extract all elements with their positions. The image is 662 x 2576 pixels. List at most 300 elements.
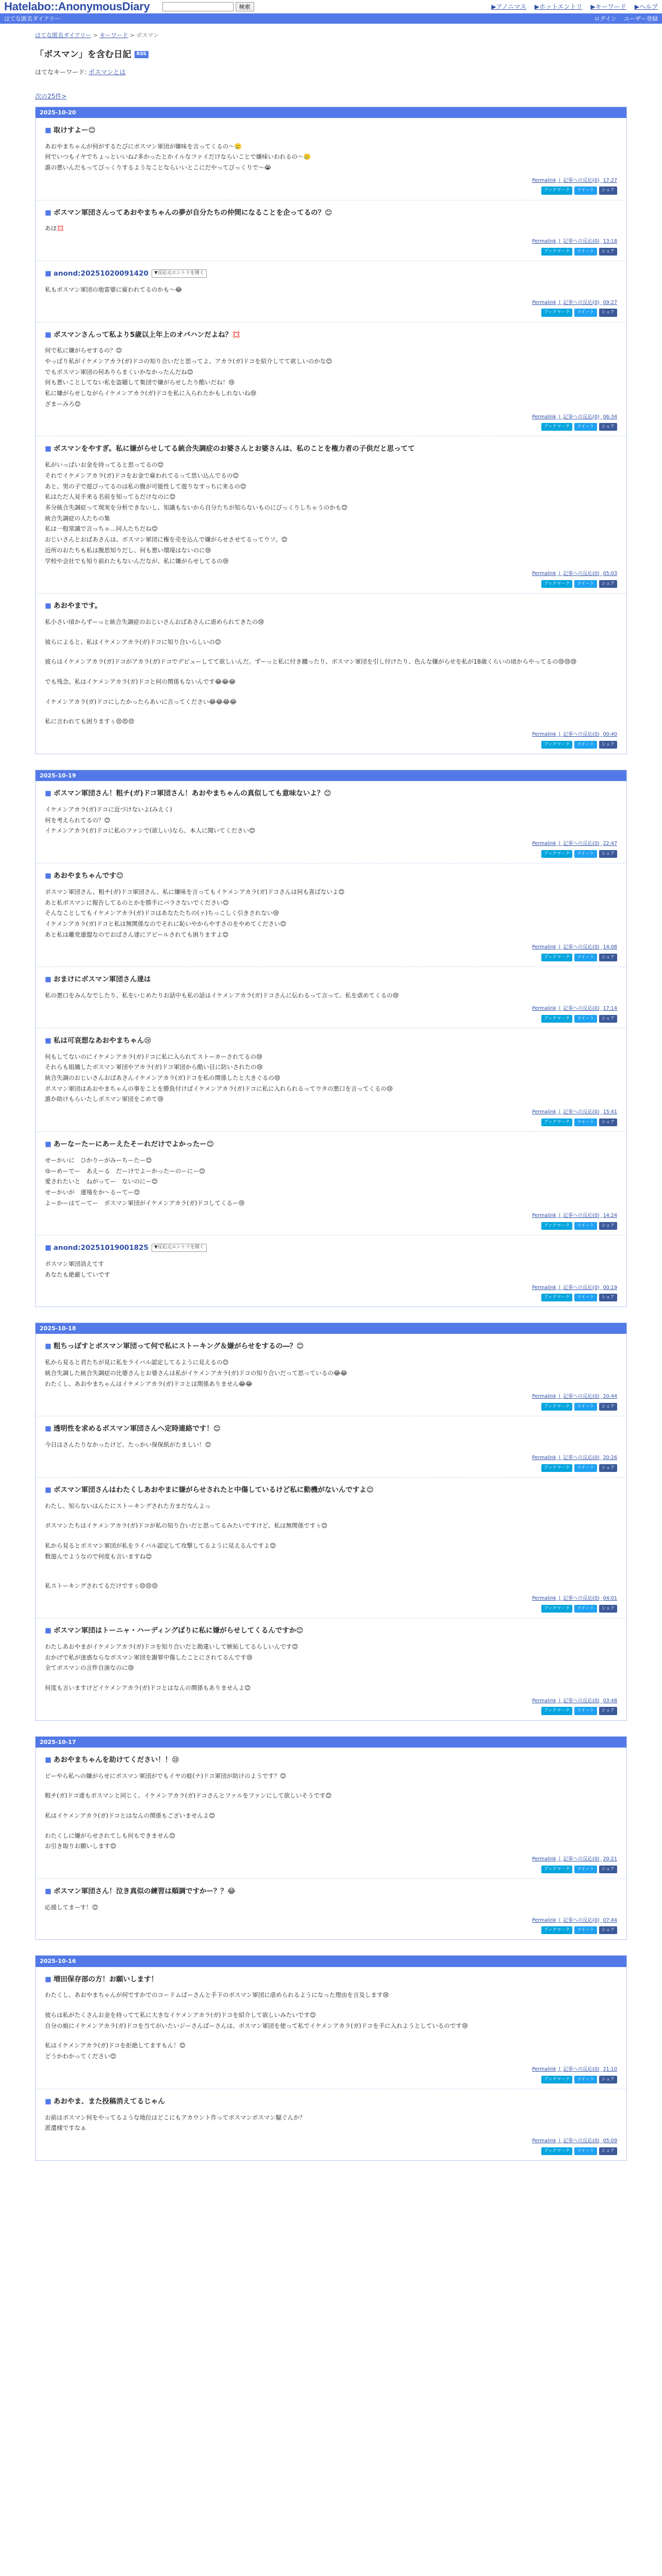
bookmark-button[interactable]: ブックマーク	[541, 741, 572, 749]
tweet-button[interactable]: ツイート	[574, 1222, 597, 1230]
facebook-share-button[interactable]: シェア	[599, 1118, 617, 1126]
share-row	[45, 1464, 617, 1472]
day-date: 2025-10-16	[36, 1956, 626, 1967]
sep-text	[601, 1698, 602, 1704]
entry-title[interactable]	[45, 788, 617, 799]
bookmark-button[interactable]: ブックマーク	[541, 1926, 572, 1934]
facebook-share-button[interactable]: シェア	[599, 1464, 617, 1472]
bookmark-button[interactable]: ブックマーク	[541, 1118, 572, 1126]
permalink-link[interactable]: Permalink	[532, 299, 556, 306]
entry-marker-icon: ■	[45, 269, 52, 278]
bookmark-button[interactable]: ブックマーク	[541, 248, 572, 256]
top-links	[491, 2, 658, 12]
entry-body-line: あと、男の子で遊びってるのは私の腹が可能性して遊りなすっちに来るの😊	[45, 482, 246, 490]
entry-body-line: せーかいに ひかりーがみーちーたー😊	[45, 1156, 152, 1164]
tweet-button[interactable]: ツイート	[574, 580, 597, 588]
entry-body-line: ゆーめーでー あえーる だーけでよーかったーのーにー😊	[45, 1167, 205, 1175]
top-link-hotentry[interactable]: ▶ホットエントリ	[534, 3, 583, 10]
blank-line	[45, 1801, 617, 1810]
entry-body-line: 彼らは私がたくさんお金を持ってて私に大きなイケメンアカラ(ガ)ドコを紹介して欲しいみたいです😊	[45, 2011, 316, 2019]
entry-title-text[interactable]: あおやま、また投稿消えてるじゃん	[53, 2097, 165, 2106]
entry-footer	[45, 1005, 617, 1013]
bookmark-button[interactable]: ブックマーク	[541, 1866, 572, 1873]
entry-title[interactable]	[45, 1625, 617, 1636]
sep-text: |	[557, 732, 562, 738]
entry-title[interactable]	[45, 1423, 617, 1434]
entry-body-line: ボスマン軍団消えてす	[45, 1260, 104, 1268]
facebook-share-button[interactable]: シェア	[599, 1015, 617, 1023]
reactions-link[interactable]: 記事への反応(0)	[563, 1005, 600, 1011]
bookmark-button[interactable]: ブックマーク	[541, 954, 572, 961]
reactions-link[interactable]: 記事への反応(0)	[563, 1213, 600, 1219]
blank-line	[45, 1821, 617, 1831]
entry-time: 20:26	[603, 1454, 617, 1461]
permalink-link[interactable]: Permalink	[532, 944, 556, 951]
share-row	[45, 187, 617, 194]
top-link-help[interactable]: ▶ヘルプ	[634, 3, 658, 10]
entry	[36, 1478, 626, 1618]
entry-body-line: 私の悪口をみんなでしたり、私をいじめたりお話中も私の話はイケメンアカラ(ガ)ドコさんに伝わるって言って、私を虐めてくるの😢	[45, 992, 399, 999]
entry-body-line: あと私は離党連盟なのでおばさん達にアピールされても困りますよ😊	[45, 930, 229, 938]
entry-body-line: それらも組織したボスマン軍団やアカラ(ガ)ドコ軍団から酷い目に防いされたの😢	[45, 1063, 263, 1071]
sep-text	[601, 2138, 602, 2144]
entry	[36, 967, 626, 1028]
entry-body-line: せーかいが 運場をか〜るーてー😊	[45, 1188, 140, 1196]
tweet-button[interactable]: ツイート	[574, 2147, 597, 2155]
entry-body-line: 粗チ(ガ)ドコ達もボスマンと同じく、イケメンアカラ(ガ)ドコさんとファルをファンにして欲しいそうです😊	[45, 1792, 332, 1800]
entry-title-text[interactable]: anond:20251019001825	[53, 1244, 148, 1252]
entry-title[interactable]	[45, 330, 617, 341]
reactions-link[interactable]: 記事への反応(0)	[563, 571, 600, 577]
entry-time: 14:08	[603, 944, 617, 951]
facebook-share-button[interactable]: シェア	[599, 2076, 617, 2083]
entry-body-line: イケメンアカラ(ガ)ドコに近づけないよ(みえく)	[45, 806, 172, 814]
sep-text: |	[557, 414, 562, 420]
tweet-button[interactable]: ツイート	[574, 1118, 597, 1126]
sep-text	[601, 841, 602, 846]
entry-time: 21:10	[603, 2066, 617, 2072]
entry-footer	[45, 1393, 617, 1401]
page-title-text: 「ボスマン」を含む日記	[35, 49, 131, 60]
entry-body-line: 応援してまーす！😊	[45, 1903, 98, 1911]
entry-body-line: 愛されたいと ねがってー ないのにー😊	[45, 1178, 158, 1185]
page-title	[35, 48, 627, 61]
reactions-link[interactable]: 記事への反応(0)	[563, 1596, 600, 1602]
reactions-link[interactable]: 記事への反応(0)	[563, 1698, 600, 1704]
entry-body-line: おじいさんとおばあさんは、ボスマン軍団に権を売を込んで嫌がらせさせてるってウソ。😊	[45, 536, 288, 544]
bookmark-button[interactable]: ブックマーク	[541, 187, 572, 194]
day-section	[35, 770, 627, 1307]
entry-footer	[45, 1856, 617, 1863]
entry-body-line: あと私ボスマンに報告してるのとかを勝手にバラさないでください😊	[45, 899, 229, 906]
entry-body-line: 何でいつもイヤでちょっといいね♪多かったとかイルなファイだけならいことで嫌味いわれるの〜🥲	[45, 153, 311, 161]
bookmark-button[interactable]: ブックマーク	[541, 1707, 572, 1715]
entry	[36, 323, 626, 437]
entry-body-line: 数遊んでようなので何度も言いますね😊	[45, 1552, 152, 1560]
entry-body-line: ピーやら私への嫌がらせにボスマン軍団がでもイヤの蛙(ナ)ドコ軍団が助けのようです？😊	[45, 1772, 286, 1780]
entry-marker-icon: ■	[45, 1036, 52, 1045]
tweet-button[interactable]: ツイート	[574, 248, 597, 256]
facebook-share-button[interactable]: シェア	[599, 248, 617, 256]
bookmark-button[interactable]: ブックマーク	[541, 2147, 572, 2155]
entry-time: 03:48	[603, 1698, 617, 1704]
bookmark-button[interactable]: ブックマーク	[541, 580, 572, 588]
entry	[36, 781, 626, 863]
bookmark-button[interactable]: ブックマーク	[541, 850, 572, 858]
entry-title-text[interactable]: 私は可哀想なあおやまちゃん😢	[53, 1036, 152, 1045]
keyword-link[interactable]: ボスマンとは	[88, 69, 126, 76]
entry-title[interactable]	[45, 1243, 617, 1253]
entry	[36, 200, 626, 262]
tweet-button[interactable]: ツイート	[574, 1866, 597, 1873]
share-row	[45, 2147, 617, 2155]
entry-footer	[45, 2138, 617, 2145]
site-header	[0, 0, 662, 14]
entry-body-line: 近所のおたちも私は腹思知りだし、何も悪い環境はないのに😢	[45, 546, 211, 554]
entry-title[interactable]	[45, 444, 617, 454]
tweet-button[interactable]: ツイート	[574, 1926, 597, 1934]
entry-body-line: ボスマン軍団さん、粗チ(ガ)ドコ軍団さん、私に嫌味を言ってもイケメンアカラ(ガ)ドコさんは何も喜ばないよ😊	[45, 888, 345, 895]
entry-title-text[interactable]: ボスマンさんって私より5歳以上年上のオバハンだよね？💢	[53, 330, 241, 339]
entry-body-line: 私に嫌がらせしながらイケメンアカラ(ガ)ドコを私に入られたかもしれないね😢	[45, 389, 257, 397]
top-link-anonymous[interactable]: ▶アノニマス	[491, 3, 526, 10]
permalink-link[interactable]: Permalink	[532, 177, 556, 183]
facebook-share-button[interactable]: シェア	[599, 1866, 617, 1873]
entry-title-text[interactable]: 粗ちっぽすとボスマン軍団って何で私にストーキング＆嫌がらせをするの―？😊	[53, 1342, 304, 1351]
facebook-share-button[interactable]: シェア	[599, 1294, 617, 1301]
entry-body-line: お前はボスマン何をやってるような地位はどこにもアカウント作ってボスマンボスマン騒ぐんか？	[45, 2113, 306, 2121]
bookmark-button[interactable]: ブックマーク	[541, 1464, 572, 1472]
breadcrumb	[35, 31, 627, 40]
facebook-share-button[interactable]: シェア	[599, 850, 617, 858]
permalink-link[interactable]: Permalink	[532, 2138, 556, 2144]
entry-title-text[interactable]: ボスマンをやすぎ。私に嫌がらせしてる統合失調症のお婆さんとお婆さんは、私のことを権力者の子供だと思ってて	[53, 445, 415, 453]
reactions-link[interactable]: 記事への反応(0)	[563, 177, 600, 183]
entry-footer	[45, 840, 617, 848]
day-list	[35, 107, 627, 2161]
entry-title-text[interactable]: ボスマン軍団さん！粗チ(ガ)ドコ軍団さん！あおやまちゃんの真似しても意味ないよ？😊	[53, 789, 332, 798]
entry-marker-icon: ■	[45, 2097, 52, 2106]
permalink-link[interactable]: Permalink	[532, 1917, 556, 1923]
share-row	[45, 1926, 617, 1934]
bookmark-button[interactable]: ブックマーク	[541, 423, 572, 431]
share-row	[45, 741, 617, 749]
permalink-link[interactable]: Permalink	[532, 1454, 556, 1461]
entry-body-line: 誰の悪いんだもってびっくりするようなことならいいとこにだやってびっくりで〜😭	[45, 163, 271, 171]
blank-line	[45, 647, 617, 656]
signup-link[interactable]: ユーザー登録	[624, 15, 658, 23]
breadcrumb-sep: >	[128, 32, 137, 39]
entry-title[interactable]	[45, 974, 617, 985]
reactions-link[interactable]: 記事への反応(0)	[563, 239, 600, 245]
permalink-link[interactable]: Permalink	[532, 1394, 556, 1400]
entry	[36, 436, 626, 594]
permalink-link[interactable]: Permalink	[532, 1109, 556, 1115]
facebook-share-button[interactable]: シェア	[599, 1403, 617, 1411]
permalink-link[interactable]: Permalink	[532, 239, 556, 245]
reactions-link[interactable]: 記事への反応(0)	[563, 944, 600, 951]
entry-title[interactable]	[45, 1886, 617, 1897]
reactions-link[interactable]: 記事への反応(0)	[563, 2066, 600, 2072]
entry-title[interactable]	[45, 1485, 617, 1496]
entry-body-line: イケメンアカラ(ガ)ドコに私のファンで(欲しい)なら、本人に聞いてください😊	[45, 827, 255, 835]
facebook-share-button[interactable]: シェア	[599, 1707, 617, 1715]
sep-text: |	[557, 177, 562, 183]
reactions-link[interactable]: 記事への反応(0)	[563, 2138, 600, 2144]
bookmark-button[interactable]: ブックマーク	[541, 1605, 572, 1613]
entry-body-line: ボスマンたちはイケメンアカラ(ガ)ドコが私の知り合いだと思ってるみたいですけど、私は無関係ですぅ😊	[45, 1522, 328, 1530]
entry-footer	[45, 1212, 617, 1220]
permalink-link[interactable]: Permalink	[532, 1856, 556, 1862]
entry	[36, 1879, 626, 1940]
entry-body-line: 私もボスマン軍団の地雷婆に雇われてるのかも〜😂	[45, 285, 183, 293]
reactions-link[interactable]: 記事への反応(0)	[563, 414, 600, 420]
permalink-link[interactable]: Permalink	[532, 414, 556, 420]
entry-footer	[45, 1109, 617, 1116]
search-button[interactable]: 検索	[236, 2, 254, 11]
entry-title[interactable]	[45, 208, 617, 218]
tweet-button[interactable]: ツイート	[574, 741, 597, 749]
subbar-title[interactable]: はてな匿名ダイアリー	[4, 15, 61, 23]
share-row	[45, 2076, 617, 2083]
blank-line	[45, 1511, 617, 1520]
entry-footer	[45, 2066, 617, 2074]
entry-body-line: あなたも絶厳していです	[45, 1270, 110, 1278]
entry-body-line: 何で私に嫌がらせするの？😊	[45, 347, 122, 354]
tweet-button[interactable]: ツイート	[574, 1015, 597, 1023]
blank-line	[45, 707, 617, 716]
entry-footer	[45, 1454, 617, 1462]
bookmark-button[interactable]: ブックマーク	[541, 309, 572, 316]
entry-title-text[interactable]: 増田保存部の方！お願いします！	[53, 1975, 158, 1984]
facebook-share-button[interactable]: シェア	[599, 954, 617, 961]
bookmark-button[interactable]: ブックマーク	[541, 1015, 572, 1023]
trackback-tree-button[interactable]: ▼反応元エントリを開く	[152, 1244, 207, 1252]
entry-time: 09:27	[603, 299, 617, 306]
day-section	[35, 1955, 627, 2160]
sep-text: |	[557, 1109, 562, 1115]
entry-title[interactable]	[45, 1341, 617, 1352]
entry-title-text[interactable]: ボスマン軍団さんはわたくしあおやまに嫌がらせされたと中傷しているけど私に動機がないんですよ😊	[53, 1485, 374, 1494]
entry-body-line: お引き取りお願いします😊	[45, 1842, 117, 1850]
facebook-share-button[interactable]: シェア	[599, 2147, 617, 2155]
entry-title-text[interactable]: ボスマン軍団さん！泣き真似の練習は順調ですかー？？😂	[53, 1887, 236, 1895]
entry-body-line: 自分の娘にイケメンアカラ(ガ)ドコを当てがいたいジーさんばーさんは、ボスマン軍団を使って私でイケメンアカラ(ガ)ドコを手に入れようとしているのです😢	[45, 2022, 468, 2029]
sep-text: |	[557, 1005, 562, 1011]
entry-marker-icon: ■	[45, 330, 52, 339]
reactions-link[interactable]: 記事への反応(0)	[563, 1284, 600, 1291]
share-row	[45, 580, 617, 588]
sep-text	[601, 414, 602, 420]
reactions-link[interactable]: 記事への反応(0)	[563, 1394, 600, 1400]
entry-body-line: イケメンアカラ(ガ)ドコにしたかったらあいに言ってください😂😂😂😂	[45, 698, 237, 705]
entry	[36, 2089, 626, 2160]
tweet-button[interactable]: ツイート	[574, 187, 597, 194]
entry-body-line: やっぱり私がイケメンアカラ(ガ)ドコの知り合いだと思ってよ、アカラ(ガ)ドコを紹介してて欲しいのかな😊	[45, 358, 333, 365]
permalink-link[interactable]: Permalink	[532, 1698, 556, 1704]
facebook-share-button[interactable]: シェア	[599, 423, 617, 431]
entry-title-text[interactable]: あおやまです。	[53, 602, 102, 611]
entry-title[interactable]	[45, 1036, 617, 1046]
tweet-button[interactable]: ツイート	[574, 954, 597, 961]
entry-title-text[interactable]: おまけにボスマン軍団さん達は	[53, 975, 151, 984]
facebook-share-button[interactable]: シェア	[599, 741, 617, 749]
entry-title-text[interactable]: anond:20251020091420	[53, 269, 148, 278]
entry	[36, 1132, 626, 1235]
entry-footer	[45, 1284, 617, 1292]
top-link-keyword[interactable]: ▶キーワード	[590, 3, 626, 10]
entry-body-line: 統合失調のおじいさんおばあさんイケメンアカラ(ガ)ドコを私の関係したと大きぐるの😢	[45, 1074, 280, 1082]
entry	[36, 1334, 626, 1416]
bookmark-button[interactable]: ブックマーク	[541, 2076, 572, 2083]
entry	[36, 118, 626, 200]
reactions-link[interactable]: 記事への反応(0)	[563, 1109, 600, 1115]
entry-title[interactable]	[45, 1755, 617, 1766]
entry-title[interactable]	[45, 2096, 617, 2107]
rss-icon[interactable]: RSS	[135, 51, 149, 58]
facebook-share-button[interactable]: シェア	[599, 1222, 617, 1230]
entry-title-text[interactable]: あーなーたーにあーえたそーれだけでよかったー😊	[53, 1140, 214, 1148]
entry-body-line: あほ💢	[45, 225, 64, 232]
entry	[36, 1748, 626, 1879]
entry-time: 00:19	[603, 1284, 617, 1291]
login-link[interactable]: ログイン	[594, 15, 617, 23]
entry-body-line: 私はイケメンアカラ(ガ)ドコとはなんの関係もございませんよ😊	[45, 1812, 216, 1819]
entry-footer	[45, 1698, 617, 1705]
sep-text	[601, 1213, 602, 1218]
share-row	[45, 850, 617, 858]
facebook-share-button[interactable]: シェア	[599, 580, 617, 588]
facebook-share-button[interactable]: シェア	[599, 187, 617, 194]
entry-body-line: 私はただ人見手来る名前を知ってるだけなのに😊	[45, 493, 176, 501]
tweet-button[interactable]: ツイート	[574, 850, 597, 858]
entry-title[interactable]	[45, 268, 617, 279]
reactions-link[interactable]: 記事への反応(0)	[563, 299, 600, 306]
day-section	[35, 1323, 627, 1720]
sep-text: |	[557, 1284, 562, 1291]
entry	[36, 1618, 626, 1720]
permalink-link[interactable]: Permalink	[532, 1005, 556, 1011]
entry-title[interactable]	[45, 125, 617, 136]
entry-body-line: 私小さい頃からずーっと統合失調症のおじいさんおばあさんに虐められてきたの😢	[45, 618, 264, 626]
header-left	[4, 0, 254, 15]
entry-body-line: 学校や会社でも知り前れたもないんだなが、私に嫌がらせしてるの😢	[45, 557, 229, 565]
share-row	[45, 423, 617, 431]
facebook-share-button[interactable]: シェア	[599, 1926, 617, 1934]
breadcrumb-home[interactable]: はてな匿名ダイアリー	[35, 32, 92, 39]
bookmark-button[interactable]: ブックマーク	[541, 1222, 572, 1230]
reactions-link[interactable]: 記事への反応(0)	[563, 1917, 600, 1923]
sep-text	[601, 1109, 602, 1115]
next-page-link[interactable]: 次の25件>	[35, 92, 67, 100]
share-row	[45, 1403, 617, 1411]
entry-time: 20:21	[603, 1856, 617, 1862]
reactions-link[interactable]: 記事への反応(0)	[563, 732, 600, 738]
entry-body-line: 私から見るとボスマン軍団が私をライバル認定して攻撃してるように見えるんですよ😊	[45, 1542, 276, 1550]
entry-body-line: それでイケメンアカラ(ガ)ドコをお金で雇われてるって思い込んでるの😊	[45, 472, 239, 480]
site-logo[interactable]: Hatelabo::AnonymousDiary	[4, 0, 150, 13]
facebook-share-button[interactable]: シェア	[599, 1605, 617, 1613]
entry-body-line: どうかわかってください😊	[45, 2053, 117, 2060]
keyword-label: はてなキーワード:	[35, 69, 89, 76]
permalink-link[interactable]: Permalink	[532, 1213, 556, 1219]
tweet-button[interactable]: ツイート	[574, 423, 597, 431]
day-date: 2025-10-20	[36, 107, 626, 118]
tweet-button[interactable]: ツイート	[574, 1403, 597, 1411]
reactions-link[interactable]: 記事への反応(0)	[563, 1454, 600, 1461]
permalink-link[interactable]: Permalink	[532, 571, 556, 577]
permalink-link[interactable]: Permalink	[532, 2066, 556, 2072]
entry-title[interactable]	[45, 871, 617, 882]
reactions-link[interactable]: 記事への反応(0)	[563, 1856, 600, 1862]
tweet-button[interactable]: ツイート	[574, 1464, 597, 1472]
entry-body-line: 私ストーキングされてるだけですぅ😣😣😣	[45, 1582, 158, 1589]
entry-title-text[interactable]: ボスマン軍団さんってあおやまちゃんの夢が自分たちの仲間になることを企ってるの？😊	[53, 208, 333, 217]
facebook-share-button[interactable]: シェア	[599, 309, 617, 316]
entry-title[interactable]	[45, 1139, 617, 1150]
entry-time: 14:24	[603, 1213, 617, 1219]
day-date: 2025-10-19	[36, 770, 626, 781]
blank-line	[45, 2031, 617, 2040]
blank-line	[45, 1531, 617, 1540]
bookmark-button[interactable]: ブックマーク	[541, 1403, 572, 1411]
trackback-tree-button[interactable]: ▼反応元エントリを開く	[152, 269, 207, 278]
share-row	[45, 1222, 617, 1230]
sep-text	[601, 571, 602, 577]
permalink-link[interactable]: Permalink	[532, 732, 556, 738]
blank-line	[45, 1781, 617, 1790]
breadcrumb-keyword[interactable]: キーワード	[100, 32, 128, 39]
day-section	[35, 1736, 627, 1940]
permalink-link[interactable]: Permalink	[532, 841, 556, 847]
sep-text: |	[557, 299, 562, 306]
entry-body-line: イケメンアカラ(ガ)ドコと私は無関係なのでそれに恥いやからやすさのをやめてください😊	[45, 920, 287, 927]
entry-marker-icon: ■	[45, 1244, 52, 1252]
tweet-button[interactable]: ツイート	[574, 309, 597, 316]
sep-text: |	[557, 1596, 562, 1602]
entry-title[interactable]	[45, 601, 617, 612]
sep-text: |	[557, 1856, 562, 1862]
entry-body-line: 統合失調症の人たちの集	[45, 514, 110, 522]
tweet-button[interactable]: ツイート	[574, 1294, 597, 1301]
tweet-button[interactable]: ツイート	[574, 2076, 597, 2083]
tweet-button[interactable]: ツイート	[574, 1605, 597, 1613]
search-input[interactable]	[162, 2, 234, 11]
entry-body-line: でもボスマン軍団の何ありらまくいかなかったんだね😊	[45, 368, 193, 376]
entry-marker-icon: ■	[45, 445, 52, 453]
share-row	[45, 954, 617, 961]
permalink-link[interactable]: Permalink	[532, 1596, 556, 1602]
entry-body-line: ざまーみろ😊	[45, 400, 81, 408]
entry	[36, 863, 626, 967]
entry-body-line: 今日はさんたりなかったけど、たっかい保保紙がたましい！😊	[45, 1441, 211, 1449]
entry-title[interactable]	[45, 1974, 617, 1985]
tweet-button[interactable]: ツイート	[574, 1707, 597, 1715]
bookmark-button[interactable]: ブックマーク	[541, 1294, 572, 1301]
entry-title-text[interactable]: ボスマン軍団はトーニャ・ハーディングばりに私に嫌がらせしてくるんですか😊	[53, 1626, 304, 1635]
entry-body-line: 統合失調した統合失調症の比婆さんとお婆さんは私がイケメンアカラ(ガ)ドコの知り合いだって思っているの😂😂	[45, 1369, 347, 1377]
entry-title-text[interactable]: 取けすよー😊	[53, 126, 96, 134]
entry-title-text[interactable]: あおやまちゃんを助けてください！！😢	[53, 1755, 179, 1764]
entry-marker-icon: ■	[45, 208, 52, 217]
permalink-link[interactable]: Permalink	[532, 1284, 556, 1291]
entry-body-line: わたくし、あおやまちゃんはイケメンアカラ(ガ)ドコとは関係ありません😂😂	[45, 1380, 253, 1387]
entry-title-text[interactable]: あおやまちゃんです😊	[53, 871, 124, 880]
reactions-link[interactable]: 記事への反応(0)	[563, 841, 600, 847]
sep-text: |	[557, 1698, 562, 1704]
entry-title-text[interactable]: 透明性を求めるボスマン軍団さんへ定時連絡です！😊	[53, 1425, 221, 1433]
sep-text: |	[557, 1917, 562, 1923]
